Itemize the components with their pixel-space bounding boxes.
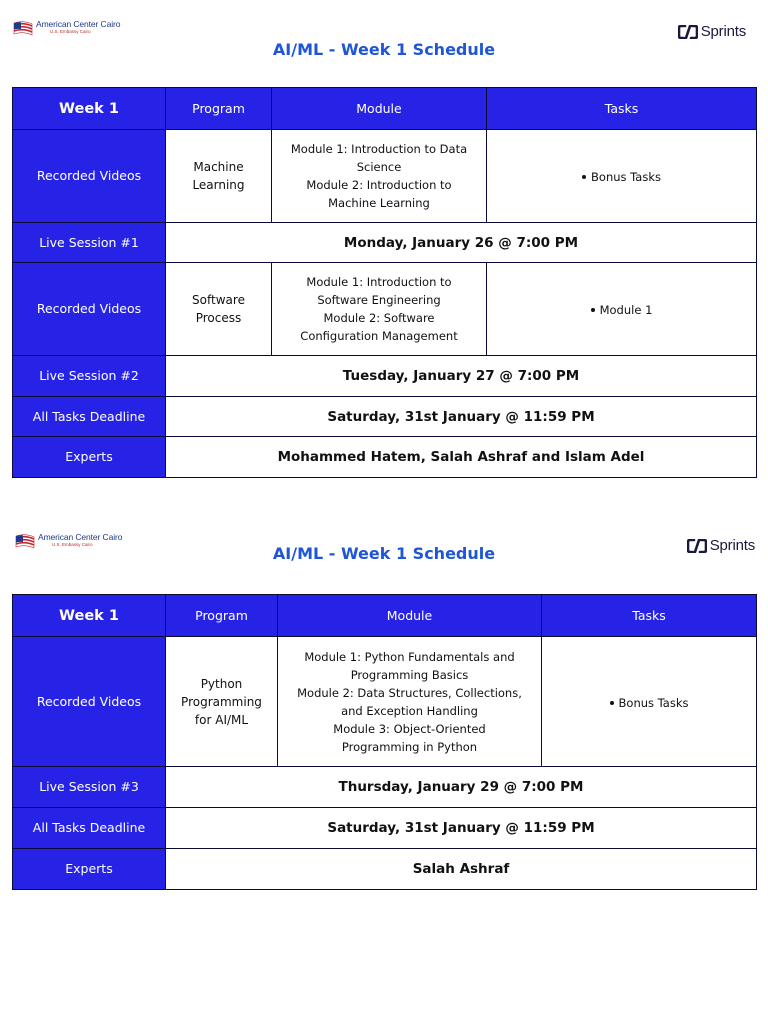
module-line: Software Engineering xyxy=(317,293,441,307)
module-line: Programming in Python xyxy=(341,739,478,754)
sprints-logo xyxy=(678,23,746,40)
program-line: Programming xyxy=(181,694,262,709)
task-list-item xyxy=(591,301,653,319)
header-program: Program xyxy=(166,595,278,637)
bullet-icon xyxy=(591,308,595,312)
deadline-value: Saturday, 31st January @ 11:59 PM xyxy=(166,397,757,437)
bullet-icon xyxy=(610,701,614,705)
row-label: Live Session #2 xyxy=(13,356,166,397)
module-line: Module 1: Introduction to xyxy=(306,275,452,289)
table-row xyxy=(13,637,757,767)
task-list-item xyxy=(582,168,661,186)
header-program: Program xyxy=(166,88,272,130)
tasks-cell xyxy=(487,263,757,356)
sprints-wordmark: Sprints xyxy=(700,23,746,40)
tasks-cell xyxy=(487,130,757,223)
schedule-table xyxy=(12,87,757,478)
module-line: Science xyxy=(356,160,402,174)
header-tasks: Tasks xyxy=(542,595,757,637)
row-label: Live Session #1 xyxy=(13,223,166,263)
program-line: for AI/ML xyxy=(194,712,249,727)
sprints-mark-icon xyxy=(678,25,698,39)
table-header-row xyxy=(13,595,757,637)
row-label: Live Session #3 xyxy=(13,767,166,808)
schedule-title: AI/ML - Week 1 Schedule xyxy=(272,40,496,59)
logo-subtitle: U.S. Embassy Cairo xyxy=(52,541,93,547)
module-line: Machine Learning xyxy=(328,196,430,210)
task-label: Bonus Tasks xyxy=(591,170,661,184)
header-module: Module xyxy=(272,88,487,130)
row-label: Recorded Videos xyxy=(13,130,166,223)
program-line: Python xyxy=(200,676,243,691)
task-label: Bonus Tasks xyxy=(618,695,689,710)
table-row xyxy=(13,808,757,849)
table-header-row xyxy=(13,88,757,130)
program-cell xyxy=(166,130,272,223)
row-label: All Tasks Deadline xyxy=(13,808,166,849)
row-label: Experts xyxy=(13,437,166,478)
module-line: Module 2: Data Structures, Collections, xyxy=(297,685,522,700)
us-flag-icon xyxy=(12,20,34,38)
bullet-icon xyxy=(582,175,586,179)
table-row xyxy=(13,356,757,397)
program-cell xyxy=(166,263,272,356)
header-module: Module xyxy=(278,595,542,637)
module-line: Programming Basics xyxy=(350,667,469,682)
module-line: Module 1: Python Fundamentals and xyxy=(304,649,515,664)
live-session-time: Monday, January 26 @ 7:00 PM xyxy=(166,223,757,263)
table-row xyxy=(13,397,757,437)
module-cell xyxy=(272,130,487,223)
program-cell xyxy=(166,637,278,767)
row-label: Recorded Videos xyxy=(13,637,166,767)
module-line: and Exception Handling xyxy=(341,703,478,718)
tasks-cell xyxy=(542,637,757,767)
task-label: Module 1 xyxy=(599,303,653,317)
row-label: Recorded Videos xyxy=(13,263,166,356)
module-line: Module 1: Introduction to Data xyxy=(290,142,468,156)
schedule-title: AI/ML - Week 1 Schedule xyxy=(272,544,496,563)
program-line: Software xyxy=(192,293,245,307)
header-week: Week 1 xyxy=(13,595,166,637)
row-label: Experts xyxy=(13,849,166,890)
program-line: Learning xyxy=(192,178,245,192)
table-row xyxy=(13,263,757,356)
deadline-value: Saturday, 31st January @ 11:59 PM xyxy=(166,808,757,849)
table-row xyxy=(13,767,757,808)
logo-name: American Center Cairo xyxy=(38,532,123,542)
module-line: Module 2: Software xyxy=(323,311,435,325)
schedule-table xyxy=(12,594,757,890)
module-line: Configuration Management xyxy=(300,329,458,343)
experts-value: Mohammed Hatem, Salah Ashraf and Islam Adel xyxy=(166,437,757,478)
module-cell xyxy=(278,637,542,767)
logo-name: American Center Cairo xyxy=(36,19,121,29)
module-cell xyxy=(272,263,487,356)
table-row xyxy=(13,130,757,223)
row-label: All Tasks Deadline xyxy=(13,397,166,437)
header-week: Week 1 xyxy=(13,88,166,130)
program-line: Machine xyxy=(193,160,244,174)
task-list-item xyxy=(610,694,689,712)
sprints-wordmark: Sprints xyxy=(709,537,755,554)
table-row xyxy=(13,849,757,890)
live-session-time: Thursday, January 29 @ 7:00 PM xyxy=(166,767,757,808)
logo-subtitle: U.S. Embassy Cairo xyxy=(50,28,91,34)
program-line: Process xyxy=(195,311,242,325)
header-tasks: Tasks xyxy=(487,88,757,130)
module-line: Module 3: Object-Oriented xyxy=(333,721,486,736)
table-row xyxy=(13,223,757,263)
experts-value: Salah Ashraf xyxy=(166,849,757,890)
table-row xyxy=(13,437,757,478)
module-line: Module 2: Introduction to xyxy=(306,178,452,192)
american-center-logo xyxy=(12,20,120,38)
live-session-time: Tuesday, January 27 @ 7:00 PM xyxy=(166,356,757,397)
